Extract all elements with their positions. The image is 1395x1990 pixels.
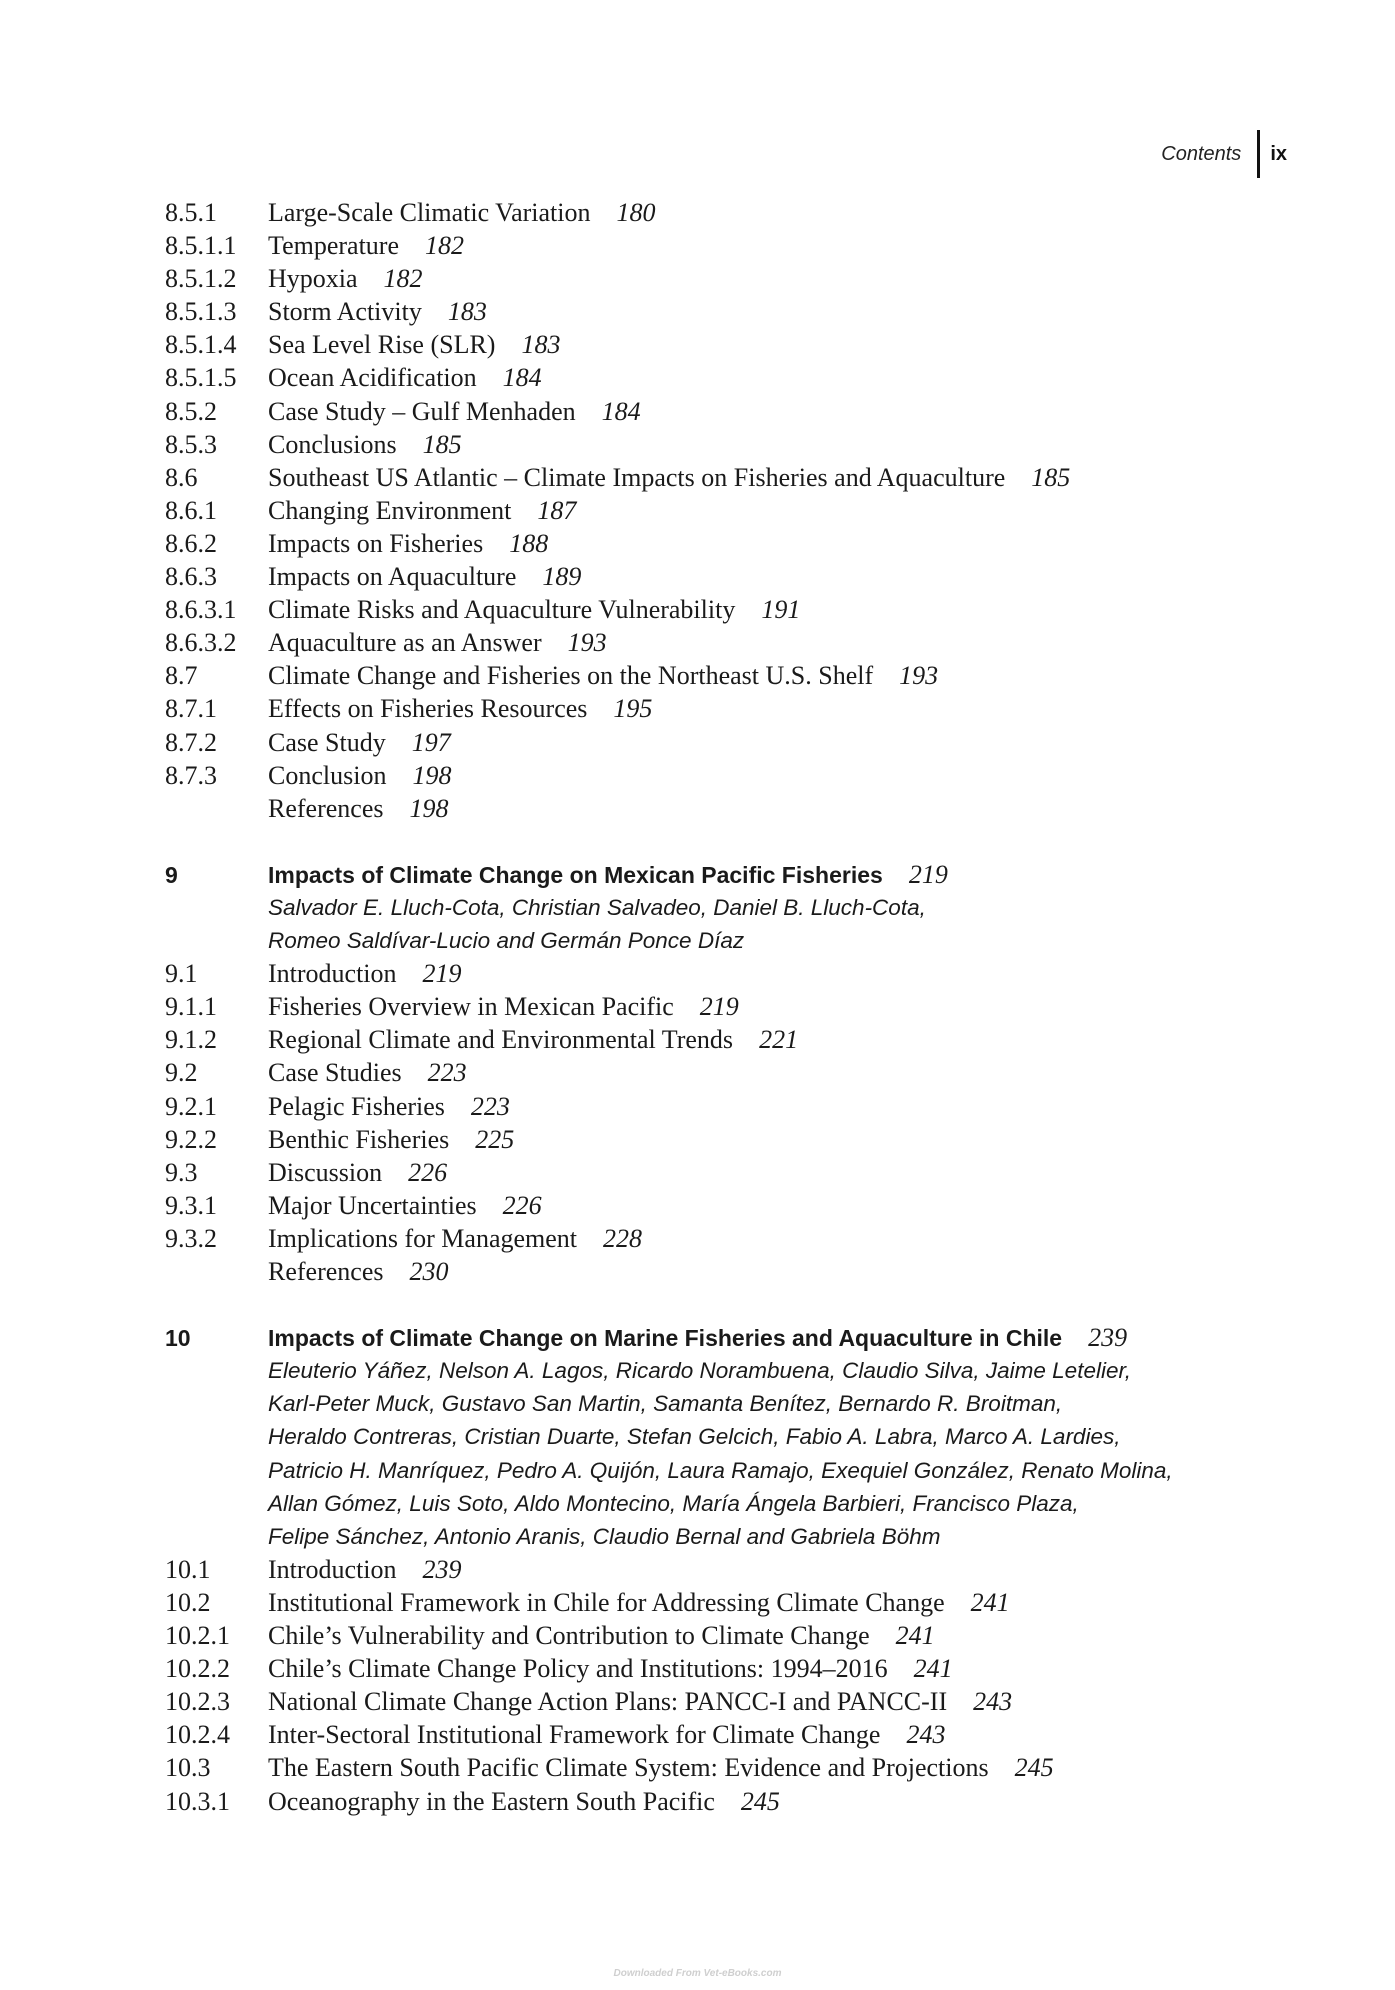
entry-title: Introduction xyxy=(268,1554,397,1584)
entry-title: Fisheries Overview in Mexican Pacific xyxy=(268,992,674,1022)
entry-title: Hypoxia xyxy=(268,264,358,294)
toc-entry[interactable] xyxy=(165,1090,1265,1123)
entry-title: Southeast US Atlantic – Climate Impacts on Fisheries and Aquaculture xyxy=(268,462,1006,492)
toc-entry[interactable] xyxy=(165,1123,1265,1156)
toc-entry[interactable] xyxy=(165,196,1265,229)
toc-entry[interactable] xyxy=(165,626,1265,659)
entry-title: Benthic Fisheries xyxy=(268,1124,450,1154)
entry-page: 187 xyxy=(537,495,577,525)
chapter-10-heading[interactable] xyxy=(165,1321,1265,1354)
entry-number: 9.2.1 xyxy=(165,1091,217,1121)
toc-entry[interactable] xyxy=(165,1255,1265,1288)
entry-page: 225 xyxy=(475,1124,515,1154)
entry-page: 182 xyxy=(425,231,464,261)
entry-page: 230 xyxy=(409,1257,449,1286)
entry-title: Pelagic Fisheries xyxy=(268,1091,445,1121)
entry-number: 8.5.2 xyxy=(165,396,217,426)
entry-page: 241 xyxy=(970,1587,1010,1617)
section-8-entries xyxy=(165,196,1265,825)
entry-page: 198 xyxy=(412,760,452,790)
toc-entry[interactable] xyxy=(165,428,1265,461)
entry-number: 10.2.2 xyxy=(165,1654,230,1684)
chapter-page: 219 xyxy=(908,859,948,889)
entry-title: Temperature xyxy=(268,231,399,261)
entry-number: 8.5.1.2 xyxy=(165,264,237,294)
entry-number: 9.3.2 xyxy=(165,1223,217,1253)
toc-entry[interactable] xyxy=(165,957,1265,990)
entry-number: 9.1 xyxy=(165,959,198,989)
entry-number: 8.5.1.1 xyxy=(165,231,237,261)
entry-number: 8.5.1.5 xyxy=(165,363,237,393)
entry-number: 9.2 xyxy=(165,1058,198,1088)
entry-title: Discussion xyxy=(268,1157,383,1187)
entry-title: Conclusion xyxy=(268,760,387,790)
chapter-page: 239 xyxy=(1088,1323,1128,1353)
entry-number: 8.6.1 xyxy=(165,495,217,525)
spacer xyxy=(165,1288,1265,1321)
entry-page: 223 xyxy=(470,1091,510,1121)
entry-title: Institutional Framework in Chile for Addressing Climate Change xyxy=(268,1587,945,1617)
entry-page: 198 xyxy=(409,793,449,823)
header-section: Contents xyxy=(1161,142,1242,165)
entry-number: 8.6.3.2 xyxy=(165,628,237,658)
chapter-10-entries xyxy=(165,1553,1265,1818)
entry-number: 8.5.3 xyxy=(165,429,217,459)
entry-page: 226 xyxy=(408,1157,448,1187)
chapter-10-authors xyxy=(268,1354,1265,1553)
entry-page: 195 xyxy=(613,694,653,724)
entry-number: 8.6.3 xyxy=(165,562,217,592)
toc-entry[interactable] xyxy=(165,229,1265,262)
spacer xyxy=(165,825,1265,858)
author-line: Eleuterio Yáñez, Nelson A. Lagos, Ricardo Norambuena, Claudio Silva, Jaime Letelier, xyxy=(268,1358,1131,1384)
toc-entry[interactable] xyxy=(165,1685,1265,1718)
toc-entry[interactable] xyxy=(165,328,1265,361)
toc-entry[interactable] xyxy=(165,1619,1265,1652)
entry-number: 8.7 xyxy=(165,661,198,691)
toc-entry[interactable] xyxy=(165,659,1265,692)
table-of-contents xyxy=(165,196,1265,1818)
entry-title: Impacts on Fisheries xyxy=(268,528,484,558)
toc-entry[interactable] xyxy=(165,792,1265,825)
entry-title: Implications for Management xyxy=(268,1223,578,1253)
entry-number: 8.5.1 xyxy=(165,198,217,227)
entry-page: 223 xyxy=(427,1058,467,1088)
entry-title: Changing Environment xyxy=(268,495,512,525)
entry-page: 241 xyxy=(913,1654,953,1684)
toc-entry[interactable] xyxy=(165,726,1265,759)
entry-page: 241 xyxy=(895,1621,935,1651)
entry-page: 185 xyxy=(422,429,462,459)
entry-page: 219 xyxy=(422,959,462,989)
entry-title: The Eastern South Pacific Climate System: Evidence and Projections xyxy=(268,1753,989,1783)
toc-entry[interactable] xyxy=(165,1553,1265,1586)
entry-number: 10.2.1 xyxy=(165,1621,230,1651)
toc-entry[interactable] xyxy=(165,1586,1265,1619)
toc-entry[interactable] xyxy=(165,1056,1265,1089)
author-line: Patricio H. Manríquez, Pedro A. Quijón, Laura Ramajo, Exequiel González, Renato Molina, xyxy=(268,1457,1173,1483)
entry-number: 8.7.3 xyxy=(165,760,217,790)
toc-entry[interactable] xyxy=(165,527,1265,560)
toc-entry[interactable] xyxy=(165,262,1265,295)
entry-number: 8.6.2 xyxy=(165,528,217,558)
entry-title: References xyxy=(268,793,384,823)
entry-page: 193 xyxy=(899,661,939,691)
header-page-number: ix xyxy=(1270,142,1287,165)
author-line: Allan Gómez, Luis Soto, Aldo Montecino, María Ángela Barbieri, Francisco Plaza, xyxy=(268,1490,1079,1516)
toc-entry[interactable] xyxy=(165,560,1265,593)
entry-title: National Climate Change Action Plans: PANCC-I and PANCC-II xyxy=(268,1687,948,1717)
toc-entry[interactable] xyxy=(165,1156,1265,1189)
chapter-title: Impacts of Climate Change on Marine Fisheries and Aquaculture in Chile xyxy=(268,1325,1063,1352)
entry-page: 183 xyxy=(447,297,487,327)
download-watermark: Downloaded From Vet-eBooks.com xyxy=(613,1968,782,1979)
toc-entry[interactable] xyxy=(165,593,1265,626)
entry-title: Oceanography in the Eastern South Pacific xyxy=(268,1786,715,1816)
entry-title: Storm Activity xyxy=(268,297,422,327)
entry-page: 183 xyxy=(521,330,561,360)
entry-title: Climate Risks and Aquaculture Vulnerability xyxy=(268,595,736,625)
chapter-title: Impacts of Climate Change on Mexican Pacific Fisheries xyxy=(268,861,883,888)
entry-number: 8.7.1 xyxy=(165,694,217,724)
entry-page: 188 xyxy=(509,528,549,558)
entry-page: 191 xyxy=(761,595,801,625)
entry-number: 8.6 xyxy=(165,462,198,492)
chapter-number: 10 xyxy=(165,1325,191,1352)
toc-entry[interactable] xyxy=(165,461,1265,494)
entry-title: Introduction xyxy=(268,959,397,989)
entry-title: Climate Change and Fisheries on the Northeast U.S. Shelf xyxy=(268,661,874,691)
chapter-9-heading[interactable] xyxy=(165,858,1265,891)
toc-entry[interactable] xyxy=(165,1652,1265,1685)
entry-title: Regional Climate and Environmental Trends xyxy=(268,1025,734,1055)
toc-entry[interactable] xyxy=(165,361,1265,394)
entry-title: Chile’s Climate Change Policy and Institutions: 1994–2016 xyxy=(268,1654,888,1684)
entry-number: 10.2.3 xyxy=(165,1687,230,1717)
entry-page: 243 xyxy=(906,1720,946,1750)
entry-number: 9.3.1 xyxy=(165,1190,217,1220)
chapter-9-authors xyxy=(268,891,1265,957)
entry-number: 10.3 xyxy=(165,1753,211,1783)
toc-entry[interactable] xyxy=(165,1189,1265,1222)
entry-title: Inter-Sectoral Institutional Framework for Climate Change xyxy=(268,1720,881,1750)
entry-page: 189 xyxy=(542,562,582,592)
entry-page: 243 xyxy=(973,1687,1013,1717)
entry-title: Aquaculture as an Answer xyxy=(268,628,542,658)
entry-title: Chile’s Vulnerability and Contribution to Climate Change xyxy=(268,1621,870,1651)
entry-page: 184 xyxy=(601,396,641,426)
entry-number: 9.1.2 xyxy=(165,1025,217,1055)
entry-page: 245 xyxy=(1014,1753,1054,1783)
toc-entry[interactable] xyxy=(165,1222,1265,1255)
entry-page: 193 xyxy=(567,628,607,658)
entry-page: 226 xyxy=(502,1190,542,1220)
entry-title: Case Study – Gulf Menhaden xyxy=(268,396,576,426)
entry-title: Case Studies xyxy=(268,1058,402,1088)
entry-number: 9.2.2 xyxy=(165,1124,217,1154)
toc-entry[interactable] xyxy=(165,1751,1265,1784)
entry-title: Effects on Fisheries Resources xyxy=(268,694,588,724)
entry-number: 8.6.3.1 xyxy=(165,595,237,625)
entry-title: Major Uncertainties xyxy=(268,1190,477,1220)
entry-title: Case Study xyxy=(268,727,386,757)
author-line: Karl-Peter Muck, Gustavo San Martin, Samanta Benítez, Bernardo R. Broitman, xyxy=(268,1391,1063,1417)
entry-page: 221 xyxy=(759,1025,799,1055)
chapter-9-entries xyxy=(165,957,1265,1288)
chapter-number: 9 xyxy=(165,861,178,888)
running-header xyxy=(1161,130,1287,178)
entry-page: 245 xyxy=(740,1786,780,1816)
entry-page: 219 xyxy=(699,992,739,1022)
toc-entry[interactable] xyxy=(165,1718,1265,1751)
toc-entry[interactable] xyxy=(165,395,1265,428)
entry-page: 182 xyxy=(383,264,423,294)
entry-page: 239 xyxy=(422,1554,462,1584)
toc-entry[interactable] xyxy=(165,990,1265,1023)
entry-number: 10.3.1 xyxy=(165,1786,230,1816)
toc-entry[interactable] xyxy=(165,1023,1265,1056)
author-line: Romeo Saldívar-Lucio and Germán Ponce Díaz xyxy=(268,928,745,954)
entry-title: References xyxy=(268,1257,384,1286)
entry-page: 228 xyxy=(603,1223,643,1253)
entry-number: 8.5.1.4 xyxy=(165,330,237,360)
entry-title: Large-Scale Climatic Variation xyxy=(268,198,591,227)
toc-entry[interactable] xyxy=(165,692,1265,725)
entry-number: 8.7.2 xyxy=(165,727,217,757)
entry-number: 10.2 xyxy=(165,1587,211,1617)
toc-entry[interactable] xyxy=(165,295,1265,328)
entry-title: Impacts on Aquaculture xyxy=(268,562,517,592)
toc-entry[interactable] xyxy=(165,1785,1265,1818)
entry-page: 184 xyxy=(502,363,542,393)
toc-entry[interactable] xyxy=(165,759,1265,792)
toc-entry[interactable] xyxy=(165,494,1265,527)
entry-title: Ocean Acidification xyxy=(268,363,477,393)
entry-number: 8.5.1.3 xyxy=(165,297,237,327)
entry-number: 9.1.1 xyxy=(165,992,217,1022)
entry-page: 180 xyxy=(616,198,656,227)
entry-title: Conclusions xyxy=(268,429,397,459)
entry-number: 10.1 xyxy=(165,1554,211,1584)
entry-number: 9.3 xyxy=(165,1157,198,1187)
author-line: Salvador E. Lluch-Cota, Christian Salvadeo, Daniel B. Lluch-Cota, xyxy=(268,894,926,920)
entry-page: 185 xyxy=(1031,462,1071,492)
entry-page: 197 xyxy=(411,727,451,757)
entry-number: 10.2.4 xyxy=(165,1720,230,1750)
author-line: Heraldo Contreras, Cristian Duarte, Stefan Gelcich, Fabio A. Labra, Marco A. Lardies, xyxy=(268,1424,1121,1450)
author-line: Felipe Sánchez, Antonio Aranis, Claudio Bernal and Gabriela Böhm xyxy=(268,1523,941,1549)
entry-title: Sea Level Rise (SLR) xyxy=(268,330,496,360)
